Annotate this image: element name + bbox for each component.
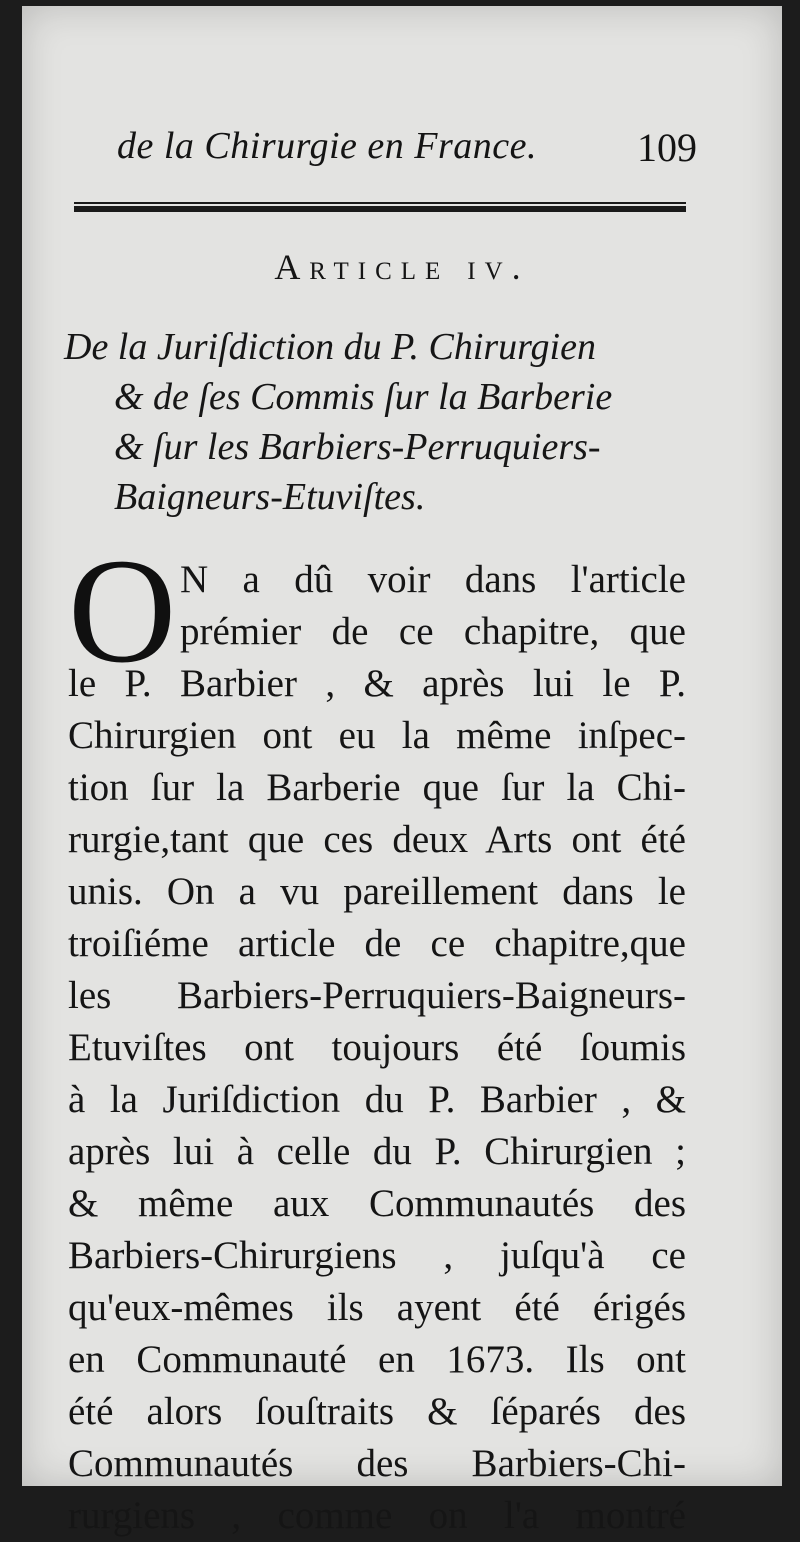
text-line: Barbiers-Chirurgiens , juſqu'à ce [68,1234,686,1277]
text-line: Etuviſtes ont toujours été ſoumis [68,1026,686,1069]
running-head-title: de la Chirurgie en France. [117,125,538,167]
text-line: rurgie,tant que ces deux Arts ont été [68,818,686,861]
subtitle-line: De la Juriſdiction du P. Chirurgien [64,326,596,368]
text-line: le P. Barbier , & après lui le P. [68,662,686,705]
body-paragraph [68,554,686,1542]
text-line: après lui à celle du P. Chirurgien ; [68,1130,686,1173]
text-line: à la Juriſdiction du P. Barbier , & [68,1078,686,1121]
text-line: en Communauté en 1673. Ils ont [68,1338,686,1381]
subtitle-line: & ſur les Barbiers-Perruquiers- [114,426,601,468]
drop-cap: O [68,528,177,694]
text-line: Chirurgien ont eu la même inſpec- [68,714,686,757]
text-line: tion ſur la Barberie que ſur la Chi- [68,766,686,809]
text-line: prémier de ce chapitre, que [180,610,686,653]
text-line: Communautés des Barbiers-Chi- [68,1442,686,1485]
article-heading: Article iv. [274,247,530,287]
text-line: & même aux Communautés des [68,1182,686,1225]
text-line: qu'eux-mêmes ils ayent été érigés [68,1286,686,1329]
header-rule [74,202,686,212]
subtitle-line: & de ſes Commis ſur la Barberie [114,376,613,418]
page-number: 109 [637,125,697,170]
text-line: les Barbiers-Perruquiers-Baigneurs- [68,974,686,1017]
article-subtitle [64,322,704,522]
running-head [117,124,697,174]
text-line: N a dû voir dans l'article [180,558,686,601]
text-line: troiſiéme article de ce chapitre,que [68,922,686,965]
text-line: unis. On a vu pareillement dans le [68,870,686,913]
text-line: été alors ſouſtraits & ſéparés des [68,1390,686,1433]
subtitle-line: Baigneurs-Etuviſtes. [114,476,426,518]
text-line: rurgiens , comme on l'a montré [68,1494,686,1537]
book-page [22,6,782,1537]
